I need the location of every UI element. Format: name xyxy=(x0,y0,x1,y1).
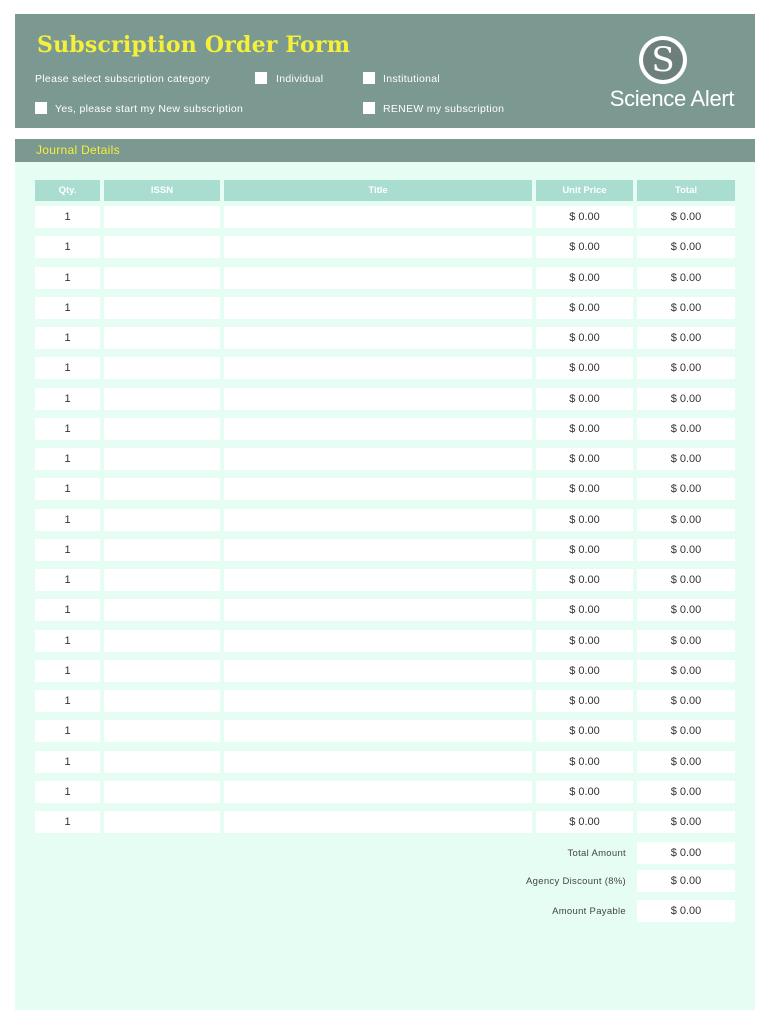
agency-discount-field[interactable]: $ 0.00 xyxy=(637,870,735,892)
issn-field[interactable] xyxy=(104,781,220,803)
qty-field[interactable]: 1 xyxy=(35,236,100,258)
qty-field[interactable]: 1 xyxy=(35,357,100,379)
total-field[interactable]: $ 0.00 xyxy=(637,539,735,561)
title-field[interactable] xyxy=(224,720,532,742)
issn-field[interactable] xyxy=(104,418,220,440)
unit-price-field[interactable]: $ 0.00 xyxy=(536,660,633,682)
issn-field[interactable] xyxy=(104,751,220,773)
journal-details-bar xyxy=(15,139,755,162)
unit-price-field[interactable]: $ 0.00 xyxy=(536,811,633,833)
unit-price-field[interactable]: $ 0.00 xyxy=(536,418,633,440)
category-label: Please select subscription category xyxy=(35,73,211,85)
table-row xyxy=(15,781,755,803)
form-header xyxy=(15,14,755,128)
table-row xyxy=(15,236,755,258)
qty-field[interactable]: 1 xyxy=(35,660,100,682)
issn-field[interactable] xyxy=(104,811,220,833)
total-field[interactable]: $ 0.00 xyxy=(637,327,735,349)
unit-price-field[interactable]: $ 0.00 xyxy=(536,720,633,742)
total-field[interactable]: $ 0.00 xyxy=(637,478,735,500)
qty-field[interactable]: 1 xyxy=(35,539,100,561)
table-row xyxy=(15,751,755,773)
issn-field[interactable] xyxy=(104,206,220,228)
title-field[interactable] xyxy=(224,509,532,531)
table-row xyxy=(15,630,755,652)
total-amount-label: Total Amount xyxy=(567,848,626,859)
total-field[interactable]: $ 0.00 xyxy=(637,388,735,410)
total-field[interactable]: $ 0.00 xyxy=(637,660,735,682)
title-field[interactable] xyxy=(224,236,532,258)
issn-field[interactable] xyxy=(104,569,220,591)
unit-price-field[interactable]: $ 0.00 xyxy=(536,751,633,773)
unit-price-field[interactable]: $ 0.00 xyxy=(536,781,633,803)
table-row xyxy=(15,690,755,712)
qty-field[interactable]: 1 xyxy=(35,630,100,652)
total-field[interactable]: $ 0.00 xyxy=(637,630,735,652)
agency-discount-label: Agency Discount (8%) xyxy=(526,876,626,887)
institutional-label: Institutional xyxy=(383,73,441,85)
individual-label: Individual xyxy=(276,73,324,85)
total-field[interactable]: $ 0.00 xyxy=(637,751,735,773)
unit-price-field[interactable]: $ 0.00 xyxy=(536,569,633,591)
title-field[interactable] xyxy=(224,751,532,773)
qty-field[interactable]: 1 xyxy=(35,388,100,410)
issn-field[interactable] xyxy=(104,478,220,500)
issn-field[interactable] xyxy=(104,720,220,742)
issn-field[interactable] xyxy=(104,599,220,621)
total-field[interactable]: $ 0.00 xyxy=(637,781,735,803)
unit-price-field[interactable]: $ 0.00 xyxy=(536,297,633,319)
table-row xyxy=(15,267,755,289)
column-header-total: Total xyxy=(637,180,735,201)
table-row xyxy=(15,599,755,621)
title-field[interactable] xyxy=(224,357,532,379)
qty-field[interactable]: 1 xyxy=(35,690,100,712)
title-field[interactable] xyxy=(224,327,532,349)
logo-text: Science Alert xyxy=(609,86,735,111)
table-row xyxy=(15,660,755,682)
unit-price-field[interactable]: $ 0.00 xyxy=(536,539,633,561)
title-field[interactable] xyxy=(224,630,532,652)
table-row xyxy=(15,509,755,531)
title-field[interactable] xyxy=(224,267,532,289)
table-row xyxy=(15,357,755,379)
qty-field[interactable]: 1 xyxy=(35,478,100,500)
total-field[interactable]: $ 0.00 xyxy=(637,448,735,470)
table-row xyxy=(15,327,755,349)
unit-price-field[interactable]: $ 0.00 xyxy=(536,236,633,258)
title-field[interactable] xyxy=(224,478,532,500)
unit-price-field[interactable]: $ 0.00 xyxy=(536,267,633,289)
unit-price-field[interactable]: $ 0.00 xyxy=(536,690,633,712)
total-field[interactable]: $ 0.00 xyxy=(637,206,735,228)
total-field[interactable]: $ 0.00 xyxy=(637,811,735,833)
issn-field[interactable] xyxy=(104,357,220,379)
issn-field[interactable] xyxy=(104,539,220,561)
qty-field[interactable]: 1 xyxy=(35,509,100,531)
form-title: Subscription Order Form xyxy=(37,32,351,58)
issn-field[interactable] xyxy=(104,388,220,410)
total-field[interactable]: $ 0.00 xyxy=(637,267,735,289)
table-row xyxy=(15,418,755,440)
title-field[interactable] xyxy=(224,569,532,591)
unit-price-field[interactable]: $ 0.00 xyxy=(536,448,633,470)
total-field[interactable]: $ 0.00 xyxy=(637,690,735,712)
qty-field[interactable]: 1 xyxy=(35,327,100,349)
title-field[interactable] xyxy=(224,448,532,470)
table-row xyxy=(15,720,755,742)
total-field[interactable]: $ 0.00 xyxy=(637,297,735,319)
logo-letter: S xyxy=(643,40,683,80)
total-field[interactable]: $ 0.00 xyxy=(637,569,735,591)
amount-payable-field[interactable]: $ 0.00 xyxy=(637,900,735,922)
amount-payable-label: Amount Payable xyxy=(552,906,626,917)
column-header-unit-price: Unit Price xyxy=(536,180,633,201)
table-row xyxy=(15,448,755,470)
total-field[interactable]: $ 0.00 xyxy=(637,236,735,258)
issn-field[interactable] xyxy=(104,297,220,319)
total-field[interactable]: $ 0.00 xyxy=(637,599,735,621)
new-subscription-checkbox[interactable] xyxy=(35,102,47,114)
total-field[interactable]: $ 0.00 xyxy=(637,418,735,440)
renew-subscription-checkbox[interactable] xyxy=(363,102,375,114)
total-field[interactable]: $ 0.00 xyxy=(637,357,735,379)
section-title: Journal Details xyxy=(36,143,120,157)
issn-field[interactable] xyxy=(104,267,220,289)
total-amount-field[interactable]: $ 0.00 xyxy=(637,842,735,864)
table-row xyxy=(15,297,755,319)
table-row xyxy=(15,388,755,410)
institutional-checkbox[interactable] xyxy=(363,72,375,84)
column-header-qty: Qty. xyxy=(35,180,100,201)
total-field[interactable]: $ 0.00 xyxy=(637,720,735,742)
qty-field[interactable]: 1 xyxy=(35,751,100,773)
qty-field[interactable]: 1 xyxy=(35,267,100,289)
issn-field[interactable] xyxy=(104,448,220,470)
issn-field[interactable] xyxy=(104,327,220,349)
qty-field[interactable]: 1 xyxy=(35,448,100,470)
title-field[interactable] xyxy=(224,206,532,228)
unit-price-field[interactable]: $ 0.00 xyxy=(536,478,633,500)
title-field[interactable] xyxy=(224,781,532,803)
unit-price-field[interactable]: $ 0.00 xyxy=(536,206,633,228)
column-header-title: Title xyxy=(224,180,532,201)
title-field[interactable] xyxy=(224,418,532,440)
table-row xyxy=(15,811,755,833)
table-row xyxy=(15,478,755,500)
table-row xyxy=(15,539,755,561)
title-field[interactable] xyxy=(224,539,532,561)
issn-field[interactable] xyxy=(104,690,220,712)
issn-field[interactable] xyxy=(104,236,220,258)
column-header-issn: ISSN xyxy=(104,180,220,201)
journal-details-area xyxy=(15,162,755,1010)
logo-mark-icon xyxy=(639,36,687,84)
renew-subscription-label: RENEW my subscription xyxy=(383,103,505,115)
table-row xyxy=(15,206,755,228)
unit-price-field[interactable]: $ 0.00 xyxy=(536,357,633,379)
qty-field[interactable]: 1 xyxy=(35,720,100,742)
title-field[interactable] xyxy=(224,811,532,833)
qty-field[interactable]: 1 xyxy=(35,206,100,228)
qty-field[interactable]: 1 xyxy=(35,569,100,591)
table-row xyxy=(15,569,755,591)
qty-field[interactable]: 1 xyxy=(35,599,100,621)
title-field[interactable] xyxy=(224,599,532,621)
unit-price-field[interactable]: $ 0.00 xyxy=(536,599,633,621)
qty-field[interactable]: 1 xyxy=(35,811,100,833)
unit-price-field[interactable]: $ 0.00 xyxy=(536,327,633,349)
total-field[interactable]: $ 0.00 xyxy=(637,509,735,531)
title-field[interactable] xyxy=(224,388,532,410)
unit-price-field[interactable]: $ 0.00 xyxy=(536,388,633,410)
issn-field[interactable] xyxy=(104,509,220,531)
title-field[interactable] xyxy=(224,297,532,319)
unit-price-field[interactable]: $ 0.00 xyxy=(536,509,633,531)
issn-field[interactable] xyxy=(104,630,220,652)
science-alert-logo xyxy=(597,36,747,111)
title-field[interactable] xyxy=(224,690,532,712)
new-subscription-label: Yes, please start my New subscription xyxy=(55,103,244,115)
qty-field[interactable]: 1 xyxy=(35,781,100,803)
issn-field[interactable] xyxy=(104,660,220,682)
qty-field[interactable]: 1 xyxy=(35,297,100,319)
qty-field[interactable]: 1 xyxy=(35,418,100,440)
title-field[interactable] xyxy=(224,660,532,682)
individual-checkbox[interactable] xyxy=(255,72,267,84)
unit-price-field[interactable]: $ 0.00 xyxy=(536,630,633,652)
